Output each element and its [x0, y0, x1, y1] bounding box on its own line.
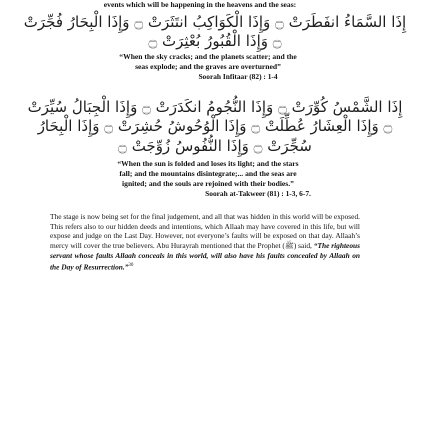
- intro-line: events which will be happening in the heavens and the seas:: [103, 0, 297, 9]
- verse2-translation-line-3: ignited; and the souls are rejoined with their bodies.”: [122, 179, 294, 188]
- verse2-arabic-line-2: ۝ وَإِذَا الْعِشَارُ عُطِّلَتْ ۝ وَإِذَا الْوُحُوشُ حُشِرَتْ ۝ وَإِذَا الْبِحَارُ: [37, 117, 393, 135]
- verse1-translation-line-1: “When the sky cracks; and the planets scatter; and the: [119, 52, 297, 61]
- hadith-quote: “The righteous servant whose faults Allaah conceals in this world, will also have his faults concealed by Allaah on the Day of Resurrection.”: [50, 241, 361, 271]
- verse1-translation-line-2: seas explode; and the graves are overturned”: [135, 62, 281, 71]
- footnote-marker[interactable]: 30: [128, 262, 134, 268]
- paragraph-text: The stage is now being set for the final judgement, and all that was hidden in this world will be exposed. This refers also to our hidden deeds and intentions, which Allaah may have covered in this life, but will expose and judge on the Last Day. However, not everyone’s faults will be exposed on that day. Allaah’s mercy will cover the true believers. Abu Hurayrah mentioned that the Prophet (ﷺ) said,: [50, 212, 360, 251]
- verse2-translation-line-2: fall; and the mountains disintegrate;... and the seas are: [119, 169, 297, 178]
- verse2-reference: Soorah at-Takweer (81) : 1-3, 6-7.: [205, 189, 311, 198]
- verse1-arabic-line-2: ۝ وَإِذَا الْقُبُورُ بُعْثِرَتْ ۝: [148, 32, 282, 50]
- verse2-translation-line-1: “When the sun is folded and loses its light; and the stars: [117, 159, 299, 168]
- verse2-arabic-line-3: سُجِّرَتْ ۝ وَإِذَا النُّفُوسُ زُوِّجَتْ ۝: [118, 137, 312, 155]
- verse1-reference: Soorah Infitaar (82) : 1-4: [198, 72, 278, 81]
- body-paragraph: [50, 212, 360, 272]
- verse2-arabic-line-1: إِذَا الشَّمْسُ كُوِّرَتْ ۝ وَإِذَا النُّجُومُ انكَدَرَتْ ۝ وَإِذَا الْجِبَالُ سُيِّرَتْ: [27, 98, 403, 116]
- verse1-arabic-line-1: إِذَا السَّمَاءُ انفَطَرَتْ ۝ وَإِذَا الْكَوَاكِبُ انتَثَرَتْ ۝ وَإِذَا الْبِحَارُ فُجِّرَتْ: [23, 13, 407, 31]
